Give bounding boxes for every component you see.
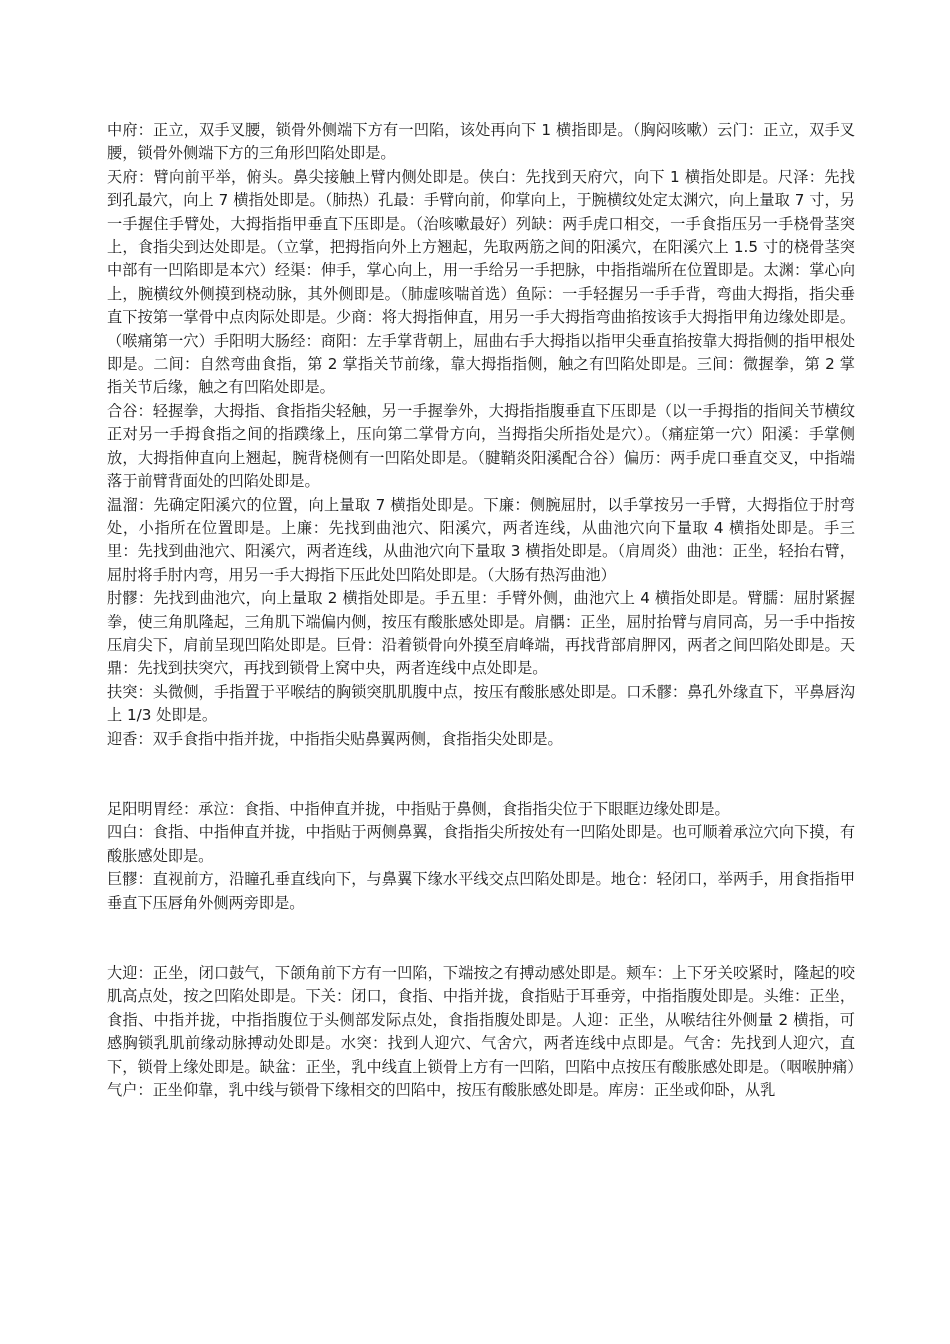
- paragraph-yingxiang: 迎香：双手食指中指并拢，中指指尖贴鼻翼两侧，食指指尖处即是。: [107, 729, 563, 748]
- paragraph-juliao: 巨髎：直视前方，沿瞳孔垂直线向下，与鼻翼下缘水平线交点凹陷处即是。地仓：轻闭口，举两手，用食指指甲垂直下压唇角外侧两旁即是。: [107, 870, 855, 912]
- paragraph-chengqi: 足阳明胃经：承泣：食指、中指伸直并拢，中指贴于鼻侧，食指指尖位于下眼眶边缘处即是。: [107, 799, 730, 818]
- paragraph-zhongfu: 中府：正立，双手叉腰，锁骨外侧端下方有一凹陷，该处再向下 1 横指即是。（胸闷咳嗽）云门：正立，双手叉腰，锁骨外侧端下方的三角形凹陷处即是。: [107, 121, 855, 163]
- paragraph-wenliu: 温溜：先确定阳溪穴的位置，向上量取 7 横指处即是。下廉：侧腕屈肘，以手掌按另一手臂，大拇指位于肘弯处，小指所在位置即是。上廉：先找到曲池穴、阳溪穴，两者连线，从曲池穴向下量取 4 横指处即是。手三里：先找到曲池穴、阳溪穴，两者连线，从曲池穴向下量取 3 横指处即是。（肩周炎）曲池：正坐，轻抬右臂，屈肘将手肘内弯，用另一手大拇指下压此处凹陷处即是。（大肠有热泻曲池）: [107, 495, 855, 584]
- paragraph-tianfu: 天府：臂向前平举，俯头。鼻尖接触上臂内侧处即是。侠白：先找到天府穴，向下 1 横指处即是。尺泽：先找到孔最穴，向上 7 横指处即是。（肺热）孔最：手臂向前，仰掌向上，于腕横纹处定太渊穴，向上量取 7 寸，另一手握住手臂处，大拇指指甲垂直下压即是。（治咳嗽最好）列缺：两手虎口相交，一手食指压另一手桡骨茎突上，食指尖到达处即是。（立掌，把拇指向外上方翘起，先取两筋之间的阳溪穴，在阳溪穴上 1.5 寸的桡骨茎突中部有一凹陷即是本穴）经渠：伸手，掌心向上，用一手给另一手把脉，中指指端所在位置即是。太渊：掌心向上，腕横纹外侧摸到桡动脉，其外侧即是。（肺虚咳喘首选）鱼际：一手轻握另一手手背，弯曲大拇指，指尖垂直下按第一掌骨中点肉际处即是。少商：将大拇指伸直，用另一手大拇指弯曲掐按该手大拇指甲角边缘处即是。（喉痛第一穴）手阳明大肠经：商阳：左手掌背朝上，屈曲右手大拇指以指甲尖垂直掐按靠大拇指侧的指甲根处即是。二间：自然弯曲食指，第 2 掌指关节前缘，靠大拇指指侧，触之有凹陷处即是。三间：微握拳，第 2 掌指关节后缘，触之有凹陷处即是。: [107, 167, 855, 397]
- paragraph-hegu: 合谷：轻握拳，大拇指、食指指尖轻触，另一手握拳外，大拇指指腹垂直下压即是（以一手拇指的指间关节横纹正对另一手拇食指之间的指蹼缘上，压向第二掌骨方向，当拇指尖所指处是穴）。（痛症第一穴）阳溪：手掌侧放，大拇指伸直向上翘起，腕背桡侧有一凹陷处即是。（腱鞘炎阳溪配合谷）偏历：两手虎口垂直交叉，中指端落于前臂背面处的凹陷处即是。: [107, 401, 855, 491]
- paragraph-futu: 扶突：头微侧，手指置于平喉结的胸锁突肌肌腹中点，按压有酸胀感处即是。口禾髎：鼻孔外缘直下，平鼻唇沟上 1/3 处即是。: [107, 682, 855, 725]
- paragraph-zhouliao: 肘髎：先找到曲池穴，向上量取 2 横指处即是。手五里：手臂外侧，曲池穴上 4 横指处即是。臂臑：屈肘紧握拳，使三角肌隆起，三角肌下端偏内侧，按压有酸胀感处即是。肩髃：正坐，屈肘抬臂与肩同高，另一手中指按压肩尖下，肩前呈现凹陷处即是。巨骨：沿着锁骨向外摸至肩峰端，再找背部肩胛冈，两者之间凹陷处即是。天鼎：先找到扶突穴，再找到锁骨上窝中央，两者连线中点处即是。: [107, 589, 855, 678]
- paragraph-sibai: 四白：食指、中指伸直并拢，中指贴于两侧鼻翼，食指指尖所按处有一凹陷处即是。也可顺着承泣穴向下摸，有酸胀感处即是。: [107, 823, 855, 865]
- document-body: [107, 119, 855, 1102]
- paragraph-daying: 大迎：正坐，闭口鼓气，下颌角前下方有一凹陷，下端按之有搏动感处即是。颊车：上下牙关咬紧时，隆起的咬肌高点处，按之凹陷处即是。下关：闭口，食指、中指并拢，食指贴于耳垂旁，中指指腹处即是。头维：正坐，食指、中指并拢，中指指腹位于头侧部发际点处，食指指腹处即是。人迎：正坐，从喉结往外侧量 2 横指，可感胸锁乳肌前缘动脉搏动处即是。水突：找到人迎穴、气舍穴，两者连线中点即是。气舍：先找到人迎穴，直下，锁骨上缘处即是。缺盆：正坐，乳中线直上锁骨上方有一凹陷，凹陷中点按压有酸胀感处即是。（咽喉肿痛）气户：正坐仰靠，乳中线与锁骨下缘相交的凹陷中，按压有酸胀感处即是。库房：正坐或仰卧，从乳: [107, 964, 855, 1100]
